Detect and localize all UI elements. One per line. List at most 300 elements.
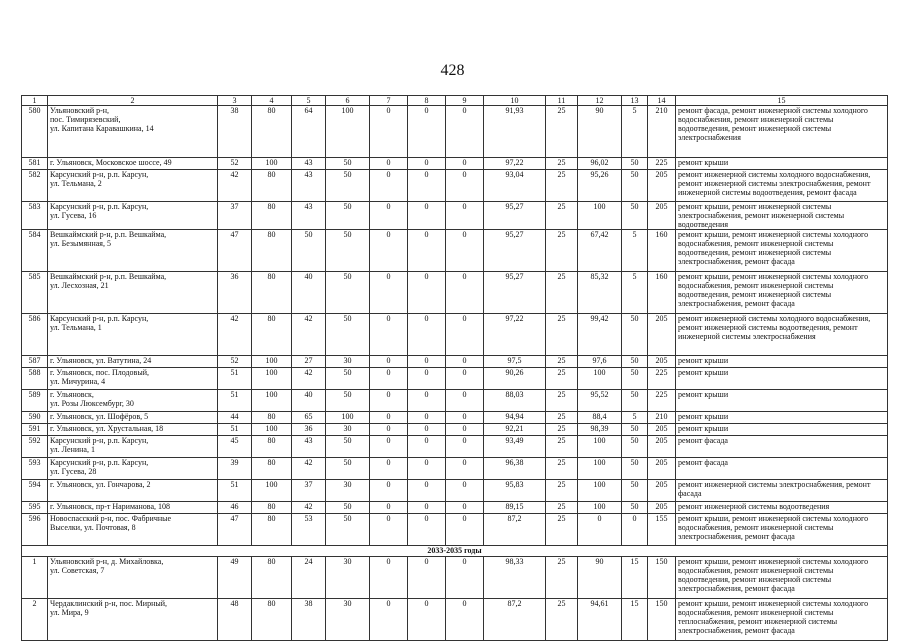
table-cell: 0 [408,502,446,514]
table-cell: Ульяновский р-н, пос. Тимирязевский, ул. Капитана Каравашкина, 14 [48,106,218,158]
table-cell: 210 [648,412,676,424]
table-cell: ремонт крыши [676,158,888,170]
table-cell: 80 [252,458,292,480]
table-cell: 0 [370,502,408,514]
column-number: 2 [48,96,218,106]
table-cell: 210 [648,106,676,158]
table-cell: 95,26 [578,170,622,202]
table-cell: Карсунский р-н, р.п. Карсун, ул. Тельмана, 1 [48,314,218,356]
section-title: 2033-2035 годы [22,546,888,557]
column-number: 14 [648,96,676,106]
column-number: 13 [622,96,648,106]
table-cell: 0 [446,436,484,458]
table-row [22,230,888,272]
table-cell: 38 [292,599,326,641]
table-cell: 80 [252,106,292,158]
table-cell: 49 [218,557,252,599]
table-cell: 0 [370,356,408,368]
table-cell: Новоспасский р-н, пос. Фабричные Выселки, ул. Почтовая, 8 [48,514,218,546]
table-cell: 44 [218,412,252,424]
table-cell: ремонт крыши, ремонт инженерной системы холодного водоснабжения, ремонт инженерной системы водоотведения, ремонт инженерной системы электроснабжения, ремонт фасада [676,230,888,272]
table-cell: 87,2 [484,599,546,641]
table-cell: 585 [22,272,48,314]
table-cell: 25 [546,158,578,170]
table-cell: 0 [446,272,484,314]
table-row [22,514,888,546]
table-cell: 160 [648,230,676,272]
table-cell: 80 [252,502,292,514]
table-cell: ремонт крыши [676,424,888,436]
table-row [22,202,888,230]
table-cell: 51 [218,480,252,502]
table-cell: 47 [218,514,252,546]
table-cell: 50 [326,314,370,356]
table-cell: 42 [218,170,252,202]
table-cell: 0 [408,424,446,436]
table-cell: ремонт крыши [676,412,888,424]
table-cell: 95,83 [484,480,546,502]
table-cell: 0 [446,412,484,424]
table-cell: 0 [446,106,484,158]
table-cell: 50 [326,390,370,412]
table-cell: 0 [578,514,622,546]
table-cell: 30 [326,557,370,599]
table-cell: 205 [648,436,676,458]
table-cell: 0 [370,230,408,272]
table-cell: 0 [370,170,408,202]
table-cell: 205 [648,424,676,436]
table-cell: 50 [622,356,648,368]
table-cell: 50 [326,502,370,514]
table-cell: 580 [22,106,48,158]
table-cell: 50 [622,314,648,356]
table-cell: 95,27 [484,202,546,230]
table-row [22,356,888,368]
table-cell: 0 [370,158,408,170]
table-cell: 5 [622,272,648,314]
table-cell: 0 [370,480,408,502]
column-number-row [22,96,888,106]
table-cell: ремонт фасада [676,436,888,458]
table-cell: 225 [648,368,676,390]
table-cell: 25 [546,436,578,458]
table-cell: 52 [218,158,252,170]
table-cell: 0 [408,314,446,356]
table-cell: 0 [370,272,408,314]
table-cell: 581 [22,158,48,170]
table-cell: 50 [292,230,326,272]
table-cell: ремонт крыши [676,356,888,368]
table-cell: 15 [622,557,648,599]
table-cell: Ульяновский р-н, д. Михайловка, ул. Советская, 7 [48,557,218,599]
table-row [22,480,888,502]
table-cell: 80 [252,436,292,458]
table-cell: 0 [370,436,408,458]
table-row [22,436,888,458]
table-cell: 50 [622,170,648,202]
column-number: 3 [218,96,252,106]
table-cell: 50 [326,458,370,480]
table-cell: 50 [326,272,370,314]
table-cell: 95,52 [578,390,622,412]
column-number: 6 [326,96,370,106]
table-cell: г. Ульяновск, ул. Розы Люксембург, 30 [48,390,218,412]
table-cell: 150 [648,599,676,641]
table-cell: 0 [408,356,446,368]
table-cell: 91,93 [484,106,546,158]
table-cell: 43 [292,158,326,170]
table-row [22,158,888,170]
table-cell: 0 [446,514,484,546]
table-cell: ремонт крыши, ремонт инженерной системы холодного водоснабжения, ремонт инженерной системы водоотведения, ремонт инженерной системы электроснабжения, ремонт фасада [676,272,888,314]
table-cell: г. Ульяновск, Московское шоссе, 49 [48,158,218,170]
table-cell: 5 [622,412,648,424]
table-cell: ремонт инженерной системы холодного водоснабжения, ремонт инженерной системы электроснабжения, ремонт инженерной системы водоотведения, ремонт фасада [676,170,888,202]
table-cell: 25 [546,272,578,314]
table-cell: 50 [326,202,370,230]
table-cell: 160 [648,272,676,314]
table-cell: 88,03 [484,390,546,412]
table-cell: Вешкаймский р-н, р.п. Вешкайма, ул. Безымянная, 5 [48,230,218,272]
table-cell: г. Ульяновск, ул. Хрустальная, 18 [48,424,218,436]
table-cell: 51 [218,390,252,412]
table-row [22,170,888,202]
table-cell: 67,42 [578,230,622,272]
table-cell: 98,39 [578,424,622,436]
table-cell: 0 [370,412,408,424]
table-cell: Карсунский р-н, р.п. Карсун, ул. Тельмана, 2 [48,170,218,202]
table-cell: 100 [252,390,292,412]
table-row [22,557,888,599]
table-cell: 25 [546,170,578,202]
table-cell: 50 [326,158,370,170]
table-cell: 50 [326,170,370,202]
table-cell: 25 [546,458,578,480]
table-cell: 90 [578,106,622,158]
table-row [22,314,888,356]
table-cell: 100 [252,158,292,170]
table-cell: 50 [622,502,648,514]
table-cell: 92,21 [484,424,546,436]
table-row [22,599,888,641]
table-cell: 100 [326,106,370,158]
column-number: 5 [292,96,326,106]
column-number: 4 [252,96,292,106]
table-cell: ремонт крыши [676,368,888,390]
table-cell: 50 [326,368,370,390]
table-cell: 25 [546,390,578,412]
table-cell: 50 [326,514,370,546]
table-cell: 50 [622,390,648,412]
table-cell: 5 [622,106,648,158]
table-cell: 100 [252,424,292,436]
table-cell: 594 [22,480,48,502]
table-cell: 100 [578,480,622,502]
table-cell: 90 [578,557,622,599]
table-cell: 0 [446,230,484,272]
table-cell: 0 [408,514,446,546]
table-cell: 593 [22,458,48,480]
column-number: 9 [446,96,484,106]
table-cell: ремонт фасада [676,458,888,480]
table-cell: 80 [252,170,292,202]
table-cell: 0 [408,272,446,314]
table-cell: 584 [22,230,48,272]
table-cell: 50 [622,436,648,458]
table-cell: 0 [446,368,484,390]
table-row [22,424,888,436]
table-cell: 97,22 [484,314,546,356]
table-cell: 0 [408,202,446,230]
table-cell: 0 [408,368,446,390]
table-cell: 42 [292,458,326,480]
table-cell: 37 [218,202,252,230]
table-cell: ремонт крыши, ремонт инженерной системы холодного водоснабжения, ремонт инженерной системы водоотведения, ремонт инженерной системы электроснабжения, ремонт фасада [676,557,888,599]
table-cell: 25 [546,106,578,158]
table-cell: 0 [446,458,484,480]
table-cell: 0 [408,390,446,412]
table-cell: 95,27 [484,272,546,314]
table-cell: 0 [446,356,484,368]
table-cell: 80 [252,272,292,314]
table-cell: 80 [252,557,292,599]
table-cell: 94,61 [578,599,622,641]
table-cell: 65 [292,412,326,424]
table-cell: 2 [22,599,48,641]
table-cell: 100 [578,458,622,480]
table-cell: 0 [370,106,408,158]
table-cell: 42 [292,314,326,356]
table-cell: ремонт крыши, ремонт инженерной системы электроснабжения, ремонт инженерной системы водоотведения [676,202,888,230]
table-cell: 205 [648,202,676,230]
table-cell: 0 [408,599,446,641]
table-row [22,458,888,480]
table-cell: 205 [648,502,676,514]
table-cell: 205 [648,480,676,502]
table-cell: 80 [252,202,292,230]
table-cell: 100 [252,368,292,390]
table-cell: 586 [22,314,48,356]
table-cell: 47 [218,230,252,272]
table-cell: 51 [218,368,252,390]
table-cell: 98,33 [484,557,546,599]
table-cell: 583 [22,202,48,230]
table-cell: 30 [326,356,370,368]
table-cell: 42 [218,314,252,356]
table-cell: 588 [22,368,48,390]
table-cell: 0 [446,202,484,230]
table-cell: 50 [326,436,370,458]
table-cell: 90,26 [484,368,546,390]
table-cell: 0 [408,480,446,502]
table-cell: г. Ульяновск, пр-т Нариманова, 108 [48,502,218,514]
table-cell: 205 [648,356,676,368]
table-cell: 85,32 [578,272,622,314]
page-number: 428 [440,62,465,79]
table-row [22,412,888,424]
table-cell: 0 [370,390,408,412]
table-cell: 80 [252,599,292,641]
table-cell: 25 [546,424,578,436]
table-cell: 0 [370,314,408,356]
table-cell: 39 [218,458,252,480]
table-cell: 25 [546,514,578,546]
table-cell: ремонт крыши [676,390,888,412]
table-cell: 80 [252,230,292,272]
table-cell: 0 [446,502,484,514]
table-cell: 225 [648,390,676,412]
table-cell: 0 [622,514,648,546]
table-cell: 0 [446,390,484,412]
table-cell: 50 [622,424,648,436]
table-cell: 0 [446,480,484,502]
table-cell: 30 [326,480,370,502]
column-number: 1 [22,96,48,106]
table-cell: 590 [22,412,48,424]
table-cell: 42 [292,368,326,390]
table-cell: 591 [22,424,48,436]
table-cell: 0 [446,314,484,356]
table-row [22,272,888,314]
table-cell: 5 [622,230,648,272]
table-cell: 0 [408,106,446,158]
table-cell: 51 [218,424,252,436]
table-cell: 100 [252,480,292,502]
table-cell: 46 [218,502,252,514]
table-cell: 25 [546,230,578,272]
table-cell: 582 [22,170,48,202]
table-cell: 150 [648,557,676,599]
table-cell: 42 [292,502,326,514]
table-cell: 205 [648,314,676,356]
table-cell: ремонт крыши, ремонт инженерной системы холодного водоснабжения, ремонт инженерной системы электроснабжения, ремонт фасада [676,514,888,546]
table-cell: 0 [370,368,408,390]
table-cell: 0 [446,599,484,641]
table-cell: 43 [292,202,326,230]
table-cell: 0 [408,458,446,480]
table-cell: Карсунский р-н, р.п. Карсун, ул. Ленина, 1 [48,436,218,458]
table-cell: 43 [292,436,326,458]
table-cell: г. Ульяновск, ул. Ватутина, 24 [48,356,218,368]
table-cell: 96,38 [484,458,546,480]
table-cell: 0 [446,170,484,202]
table-cell: г. Ульяновск, ул. Гончарова, 2 [48,480,218,502]
table-cell: 155 [648,514,676,546]
table-cell: 87,2 [484,514,546,546]
table-cell: 50 [622,158,648,170]
table-cell: 205 [648,170,676,202]
table-cell: 38 [218,106,252,158]
table-row [22,390,888,412]
table-cell: 40 [292,272,326,314]
table-cell: 43 [292,170,326,202]
table-row [22,106,888,158]
table-cell: 30 [326,424,370,436]
table-cell: 589 [22,390,48,412]
table-cell: 97,22 [484,158,546,170]
table-cell: ремонт фасада, ремонт инженерной системы холодного водоснабжения, ремонт инженерной системы водоотведения, ремонт инженерной системы электроснабжения [676,106,888,158]
table-cell: 0 [370,599,408,641]
table-cell: 0 [370,458,408,480]
table-cell: 50 [622,480,648,502]
column-number: 8 [408,96,446,106]
table-cell: 0 [370,424,408,436]
table-cell: 27 [292,356,326,368]
table-cell: 88,4 [578,412,622,424]
table-cell: Вешкаймский р-н, р.п. Вешкайма, ул. Лесхозная, 21 [48,272,218,314]
table-cell: 225 [648,158,676,170]
table-cell: Карсунский р-н, р.п. Карсун, ул. Гусева, 16 [48,202,218,230]
table-cell: 15 [622,599,648,641]
table-row [22,502,888,514]
table-cell: 52 [218,356,252,368]
table-cell: 64 [292,106,326,158]
table-cell: 36 [292,424,326,436]
table-cell: 100 [578,368,622,390]
table-cell: 50 [622,368,648,390]
table-cell: 80 [252,514,292,546]
table-cell: Карсунский р-н, р.п. Карсун, ул. Гусева, 28 [48,458,218,480]
table-cell: 89,15 [484,502,546,514]
table-cell: 97,6 [578,356,622,368]
table-cell: 0 [408,557,446,599]
table-cell: 45 [218,436,252,458]
table-cell: 93,49 [484,436,546,458]
table-cell: 50 [622,202,648,230]
table-cell: 37 [292,480,326,502]
table-cell: 100 [578,202,622,230]
table-cell: 592 [22,436,48,458]
table-cell: Чердаклинский р-н, пос. Мирный, ул. Мира, 9 [48,599,218,641]
table-cell: г. Ульяновск, пос. Плодовый, ул. Мичурина, 4 [48,368,218,390]
table-cell: 25 [546,599,578,641]
table-cell: 25 [546,314,578,356]
column-number: 10 [484,96,546,106]
table-cell: 587 [22,356,48,368]
table-cell: ремонт инженерной системы электроснабжения, ремонт фасада [676,480,888,502]
table-cell: 100 [252,356,292,368]
table-cell: 95,27 [484,230,546,272]
table-cell: 205 [648,458,676,480]
section-row [22,546,888,557]
table-cell: 0 [408,436,446,458]
table-cell: 25 [546,202,578,230]
table-cell: ремонт инженерной системы холодного водоснабжения, ремонт инженерной системы водоотведения, ремонт инженерной системы электроснабжения [676,314,888,356]
table-cell: 0 [446,424,484,436]
table-cell: ремонт крыши, ремонт инженерной системы холодного водоснабжения, ремонт инженерной системы теплоснабжения, ремонт инженерной системы электроснабжения, ремонт фасада [676,599,888,641]
column-number: 12 [578,96,622,106]
column-number: 11 [546,96,578,106]
table-row [22,368,888,390]
table-cell: 0 [408,230,446,272]
table-cell: 99,42 [578,314,622,356]
table-cell: г. Ульяновск, ул. Шофёров, 5 [48,412,218,424]
table-cell: 80 [252,314,292,356]
table-cell: 24 [292,557,326,599]
table-cell: 93,04 [484,170,546,202]
table-cell: 48 [218,599,252,641]
table-cell: 0 [408,412,446,424]
column-number: 15 [676,96,888,106]
table-cell: 596 [22,514,48,546]
table-cell: 100 [578,436,622,458]
table-cell: 0 [370,202,408,230]
table-cell: 0 [370,557,408,599]
table-cell: 25 [546,356,578,368]
table-cell: 40 [292,390,326,412]
table-cell: 25 [546,368,578,390]
table-cell: 25 [546,480,578,502]
